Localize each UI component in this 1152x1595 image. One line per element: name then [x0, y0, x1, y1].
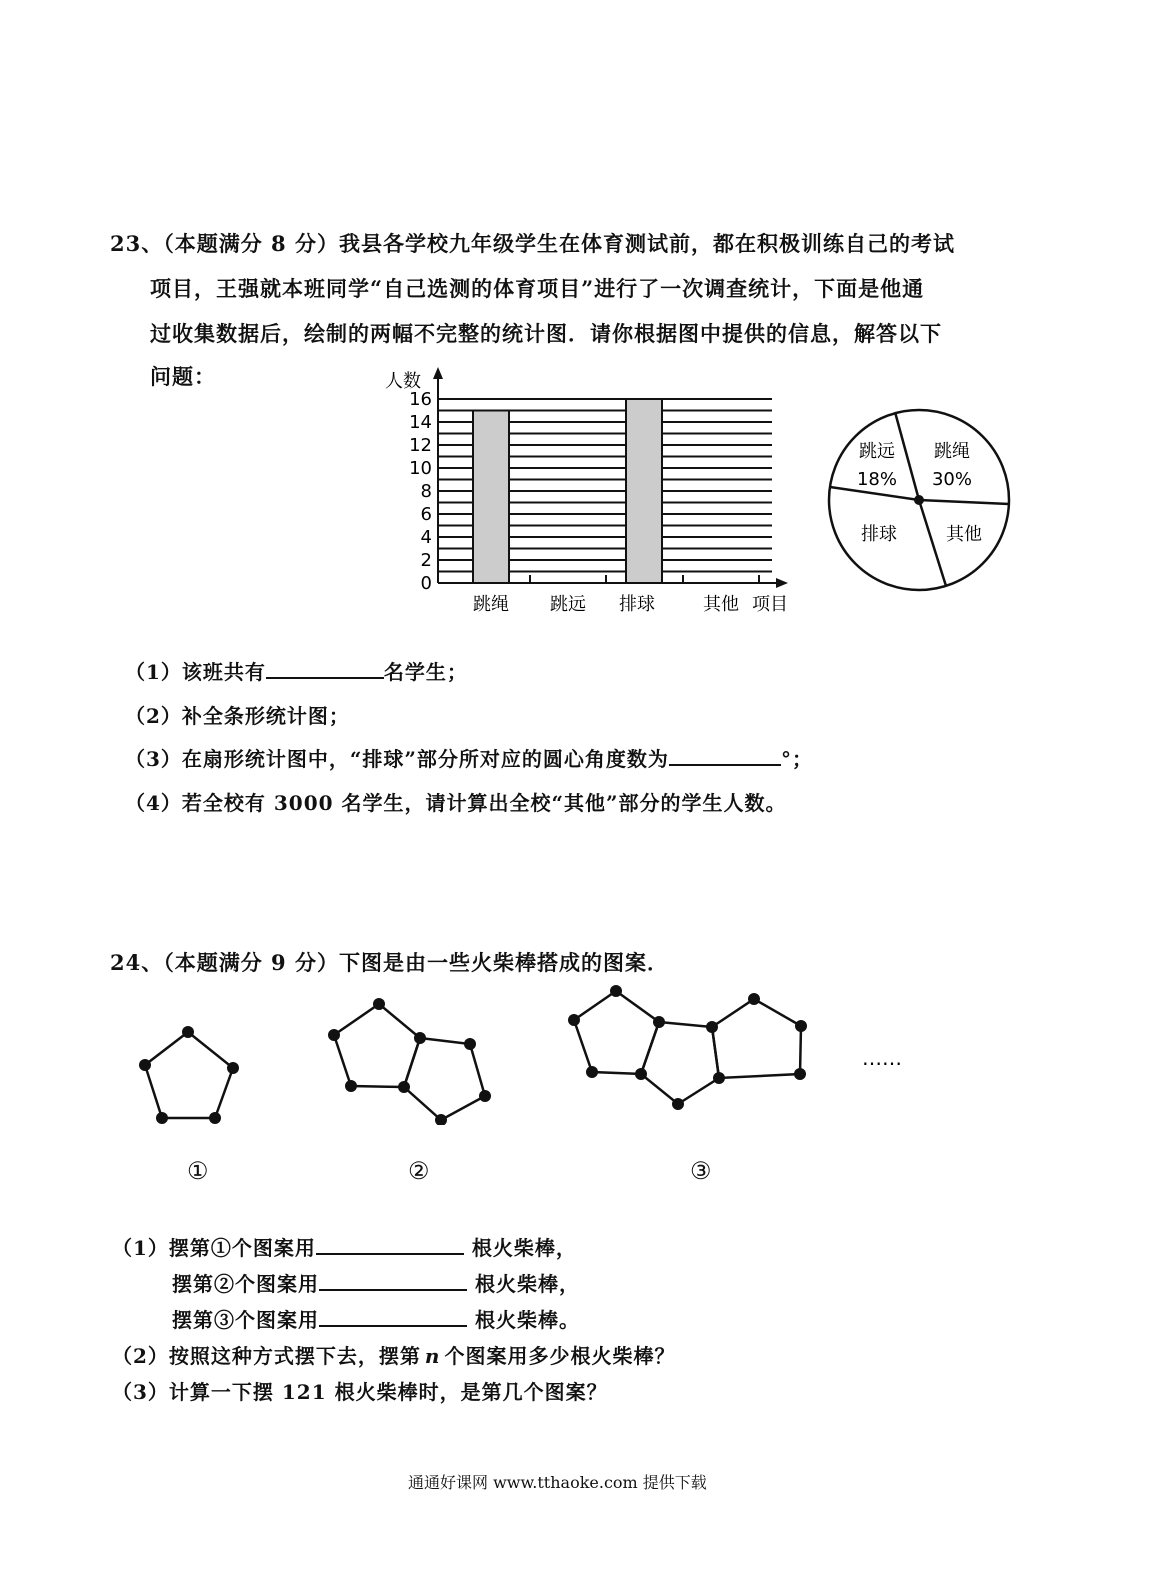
q23-sub-3-text-end: °；: [780, 747, 813, 771]
pie-divider-2: [919, 500, 1009, 504]
answer-blank[interactable]: [266, 657, 384, 679]
match-joint: [139, 1059, 151, 1071]
q23-sub-3-text: （3）在扇形统计图中，“排球”部分所对应的圆心角度数为: [125, 747, 669, 771]
figure-label-3: ③: [690, 1157, 712, 1185]
bar-chart-y-tick-label: 4: [420, 527, 432, 548]
bar-chart-y-tick-label: 14: [409, 412, 432, 433]
match-joint: [182, 1026, 194, 1038]
bar-chart-x-label: 项目: [752, 594, 788, 615]
bar-chart-y-tick-label: 12: [409, 435, 432, 456]
bar-chart-y-tick-label: 8: [420, 481, 432, 502]
answer-blank[interactable]: [669, 744, 781, 766]
q24-sub-1a: [112, 1232, 577, 1261]
q23-sub-2: （2）补全条形统计图；: [125, 704, 350, 728]
bar-chart-y-tick-label: 6: [420, 504, 432, 525]
bar-chart-y-label: 人数: [385, 371, 421, 392]
q23-sub-4: （4）若全校有 3000 名学生，请计算出全校“其他”部分的学生人数。: [125, 791, 787, 815]
match-joint: [672, 1098, 684, 1110]
match-joint: [479, 1090, 491, 1102]
q23-sub-1: [125, 656, 468, 685]
q24-sub-2-text: （2）按照这种方式摆下去，摆第: [112, 1344, 421, 1368]
match-joint: [373, 998, 385, 1010]
y-axis-arrow-icon: [433, 367, 443, 379]
bar-chart-y-tick-label: 2: [420, 550, 432, 571]
match-joint: [586, 1066, 598, 1078]
match-joint: [653, 1016, 665, 1028]
bar-chart: [380, 365, 800, 620]
pie-slice-label: 跳绳: [934, 441, 970, 462]
answer-blank[interactable]: [316, 1233, 464, 1255]
pie-slice-label: 跳远: [859, 441, 895, 462]
bar-chart-category-label: 排球: [619, 594, 655, 615]
match-joint: [568, 1014, 580, 1026]
pie-divider-1: [895, 412, 919, 500]
match-joint: [414, 1032, 426, 1044]
q24-sub-3: （3）计算一下摆 121 根火柴棒时，是第几个图案？: [112, 1380, 608, 1404]
q24-sub-1b-text: 摆第②个图案用: [172, 1272, 319, 1296]
match-joint: [706, 1021, 718, 1033]
pie-slice-percent: 30%: [931, 469, 973, 490]
bar-chart-bar: [626, 399, 662, 583]
q23-line-2: 项目，王强就本班同学“自己选测的体育项目”进行了一次调查统计，下面是他通: [150, 276, 925, 301]
q24-sub-2-text-end: 个图案用多少根火柴棒？: [444, 1344, 676, 1368]
pie-slice-percent: 18%: [856, 469, 898, 490]
matchstick-figures: [120, 975, 910, 1125]
figure-label-1: ①: [187, 1157, 209, 1185]
match-joint: [748, 993, 760, 1005]
bar-chart-category-label: 其他: [703, 594, 739, 615]
pie-center-dot: [914, 495, 924, 505]
pentagon-figure-1: [145, 1032, 233, 1118]
footer: 通通好课网 www.tthaoke.com 提供下载: [408, 1473, 707, 1492]
answer-blank[interactable]: [319, 1269, 467, 1291]
q24-sub-1a-text: （1）摆第①个图案用: [112, 1236, 316, 1260]
q23-line-1: 23、（本题满分 8 分）我县各学校九年级学生在体育测试前，都在积极训练自己的考试: [110, 231, 955, 256]
q24-sub-1a-text-end: 根火柴棒，: [471, 1236, 577, 1260]
bar-chart-bar: [473, 411, 509, 584]
figure-label-2: ②: [408, 1157, 430, 1185]
q24-sub-1c: [172, 1304, 580, 1333]
bar-chart-y-tick-label: 0: [420, 573, 432, 594]
x-axis-arrow-icon: [776, 578, 788, 588]
q24-sub-1c-text-end: 根火柴棒。: [474, 1308, 580, 1332]
match-joint: [227, 1062, 239, 1074]
q23-sub-1-text: （1）该班共有: [125, 660, 266, 684]
match-joint: [795, 1020, 807, 1032]
q24-sub-1c-text: 摆第③个图案用: [172, 1308, 319, 1332]
pie-divider-3: [919, 500, 946, 586]
bar-chart-category-label: 跳远: [550, 594, 586, 615]
match-joint: [209, 1112, 221, 1124]
match-joint: [345, 1080, 357, 1092]
match-joint: [610, 985, 622, 997]
q24-sub-1b-text-end: 根火柴棒，: [474, 1272, 580, 1296]
variable-n: n: [424, 1344, 441, 1368]
q23-line-3: 过收集数据后，绘制的两幅不完整的统计图．请你根据图中提供的信息，解答以下: [150, 321, 942, 346]
q23-line-4: 问题：: [150, 364, 216, 389]
match-joint: [464, 1038, 476, 1050]
match-joint: [398, 1081, 410, 1093]
match-joint: [635, 1068, 647, 1080]
pentagon-figure-3c: [712, 999, 801, 1078]
match-joint: [713, 1072, 725, 1084]
match-joint: [328, 1029, 340, 1041]
pie-chart: [822, 405, 1018, 601]
bar-chart-y-tick-label: 10: [409, 458, 432, 479]
pentagon-figure-3b: [641, 1022, 719, 1104]
q24-line-1: 24、（本题满分 9 分）下图是由一些火柴棒搭成的图案．: [110, 950, 669, 975]
q23-sub-3: [125, 743, 813, 772]
q23-sub-1-text-end: 名学生；: [383, 660, 468, 684]
pie-slice-label: 排球: [861, 524, 897, 545]
q24-sub-2: [112, 1340, 675, 1369]
bar-chart-y-tick-label: 16: [409, 389, 432, 410]
answer-blank[interactable]: [319, 1305, 467, 1327]
pie-slice-label: 其他: [946, 524, 982, 545]
ellipsis: ……: [862, 1046, 902, 1070]
bar-chart-category-label: 跳绳: [473, 594, 509, 615]
match-joint: [156, 1112, 168, 1124]
pentagon-figure-2b: [404, 1038, 485, 1120]
match-joint: [794, 1068, 806, 1080]
q24-sub-1b: [172, 1268, 580, 1297]
